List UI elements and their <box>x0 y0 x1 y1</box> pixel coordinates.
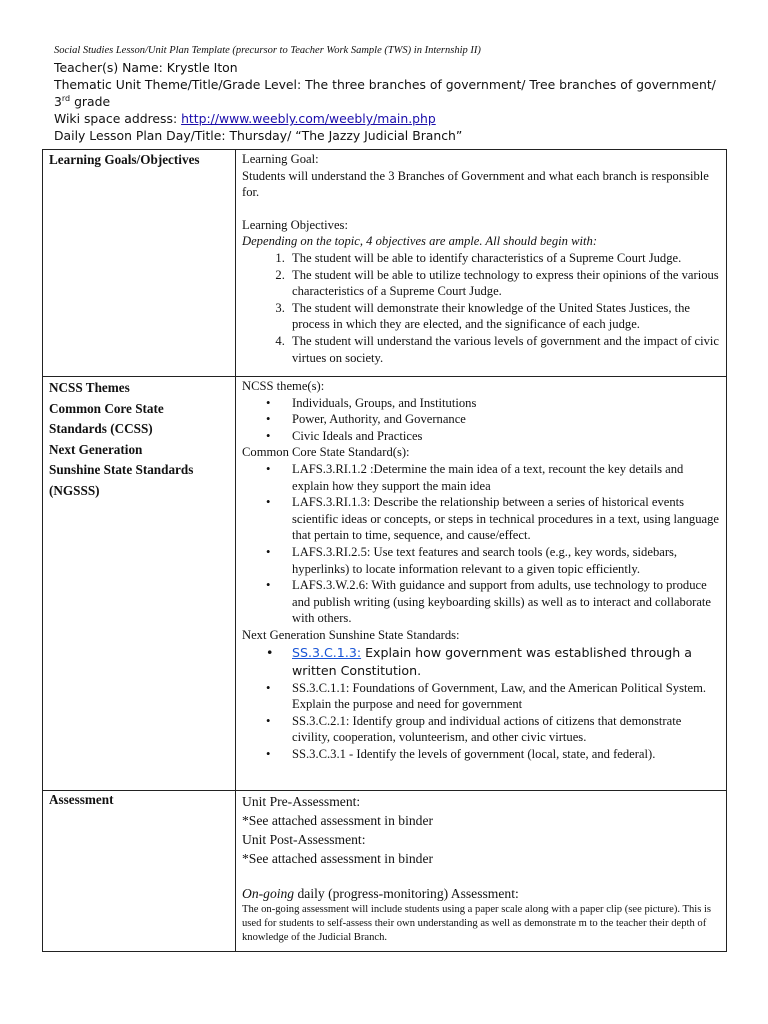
bullet-icon: • <box>266 428 271 443</box>
ncss-item-text: Civic Ideals and Practices <box>292 428 423 443</box>
wiki-line <box>54 110 734 127</box>
ncss-item-text: Power, Authority, and Governance <box>292 412 466 427</box>
standards-label-line: Sunshine State Standards <box>49 462 194 478</box>
daily-lesson-title: Daily Lesson Plan Day/Title: Thursday/ “The Jazzy Judicial Branch” <box>54 128 463 143</box>
ccss-item <box>266 577 722 627</box>
ccss-heading: Common Core State Standard(s): <box>242 445 410 460</box>
thematic-unit-line <box>54 76 734 110</box>
goals-label: Learning Goals/Objectives <box>43 150 236 377</box>
standards-label-line: Next Generation <box>49 441 143 457</box>
standards-label-line: Common Core State <box>49 400 164 416</box>
objective-item: 2. The student will be able to utilize technology to express their opinions of the various characteristics of a Supreme Court Judge. <box>288 267 722 300</box>
ngsss-heading: Next Generation Sunshine State Standards: <box>242 627 460 642</box>
learning-goal-text: Students will understand the 3 Branches of Government and what each branch is responsible for. <box>242 168 709 200</box>
grade-word: grade <box>70 94 111 109</box>
bullet-icon: • <box>266 746 271 761</box>
bullet-icon: • <box>266 578 271 593</box>
bullet-icon: • <box>266 644 274 660</box>
ngsss-item <box>266 713 722 746</box>
bullet-icon: • <box>266 713 271 728</box>
grade-number: 3 <box>54 94 62 109</box>
ngsss-item <box>266 746 722 763</box>
ncss-item <box>266 428 722 445</box>
bullet-icon: • <box>266 461 271 476</box>
objective-item: 3. The student will demonstrate their knowledge of the United States Justices, the process in which they are elected, and the significance of each judge. <box>288 300 722 333</box>
pre-assessment-heading: Unit Pre-Assessment: <box>242 794 361 809</box>
wiki-label: Wiki space address: <box>54 111 182 126</box>
bullet-icon: • <box>266 544 271 559</box>
ngsss-list <box>242 644 722 763</box>
ongoing-rest: daily (progress-monitoring) Assessment: <box>294 886 519 901</box>
teacher-name: Teacher(s) Name: Krystle Iton <box>54 60 238 75</box>
ccss-list <box>242 461 722 627</box>
ngsss-item-text: SS.3.C.2.1: Identify group and individual actions of citizens that demonstrate civility, cooperation, volunteerism, and other civic virtues. <box>292 713 682 745</box>
ncss-list <box>242 395 722 445</box>
standards-label-line: (NGSSS) <box>49 482 100 498</box>
objectives-note: Depending on the topic, 4 objectives are ample. All should begin with: <box>242 234 598 249</box>
ongoing-italic: On-going <box>242 886 295 901</box>
template-title: Social Studies Lesson/Unit Plan Template (precursor to Teacher Work Sample (TWS) in Internship II) <box>54 45 481 56</box>
ngsss-item-text: SS.3.C.1.1: Foundations of Government, Law, and the American Political System. Explain the purpose and need for government <box>292 680 707 712</box>
pre-assessment-text: *See attached assessment in binder <box>242 813 434 828</box>
ncss-item-text: Individuals, Groups, and Institutions <box>292 395 477 410</box>
wiki-link[interactable]: http://www.weebly.com/weebly/main.php <box>181 111 436 126</box>
objectives-list <box>242 250 722 366</box>
ngsss-item-text: Explain how government was established through a written Constitution. <box>292 644 692 678</box>
header <box>54 44 734 144</box>
thematic-unit-title: Thematic Unit Theme/Title/Grade Level: The three branches of government/ Tree branches of government/ <box>54 77 716 92</box>
ongoing-assessment-text: The on-going assessment will include students using a paper scale along with a paper clip (see picture). This is used for students to self-assess their own understanding as well as demonstrate m to the teacher their depth of knowledge of the Judicial Branch. <box>242 904 712 944</box>
lesson-plan-table <box>42 149 727 952</box>
bullet-icon: • <box>266 495 271 510</box>
ncss-item <box>266 411 722 428</box>
standards-label-line: Standards (CCSS) <box>49 421 153 437</box>
goals-content <box>236 150 727 377</box>
ngsss-item-text: SS.3.C.3.1 - Identify the levels of government (local, state, and federal). <box>292 746 656 761</box>
standards-label <box>43 377 236 791</box>
post-assessment-heading: Unit Post-Assessment: <box>242 832 366 847</box>
grade-suffix: rd <box>61 93 71 103</box>
ccss-item-text: LAFS.3.RI.1.2 :Determine the main idea of a text, recount the key details and explain how they support the main idea <box>292 461 684 493</box>
standards-content <box>236 377 727 791</box>
bullet-icon: • <box>266 680 271 695</box>
learning-goal-heading: Learning Goal: <box>242 152 319 166</box>
ngsss-item <box>266 644 722 680</box>
ccss-item-text: LAFS.3.RI.1.3: Describe the relationship between a series of historical events scientific ideas or concepts, or steps in technical procedures in a text, using language that pertain to time, sequence, and cause/effect. <box>292 495 719 543</box>
bullet-icon: • <box>266 412 271 427</box>
assessment-label: Assessment <box>43 791 236 952</box>
ccss-item <box>266 544 722 577</box>
ongoing-assessment-heading <box>242 884 722 903</box>
standards-row <box>43 377 727 791</box>
ccss-item <box>266 461 722 494</box>
objective-item: 4. The student will understand the various levels of government and the impact of civic virtues on society. <box>288 333 722 366</box>
standards-label-line: NCSS Themes <box>49 380 130 395</box>
ngsss-standard-link[interactable]: SS.3.C.1.3: <box>292 644 362 660</box>
ccss-item-text: LAFS.3.W.2.6: With guidance and support from adults, use technology to produce and publish writing (using keyboarding skills) as well as to interact and collaborate with others. <box>292 578 711 626</box>
ccss-item-text: LAFS.3.RI.2.5: Use text features and search tools (e.g., key words, sidebars, hyperlinks) to locate information relevant to a given topic efficiently. <box>292 544 678 576</box>
objective-item: 1. The student will be able to identify characteristics of a Supreme Court Judge. <box>288 250 722 267</box>
goals-row <box>43 150 727 377</box>
bullet-icon: • <box>266 395 271 410</box>
ncss-heading: NCSS theme(s): <box>242 379 325 393</box>
learning-objectives-heading: Learning Objectives: <box>242 217 348 232</box>
ccss-item <box>266 494 722 544</box>
post-assessment-text: *See attached assessment in binder <box>242 851 434 866</box>
assessment-row <box>43 791 727 952</box>
ncss-item <box>266 395 722 412</box>
assessment-content <box>236 791 727 952</box>
ngsss-item <box>266 680 722 713</box>
